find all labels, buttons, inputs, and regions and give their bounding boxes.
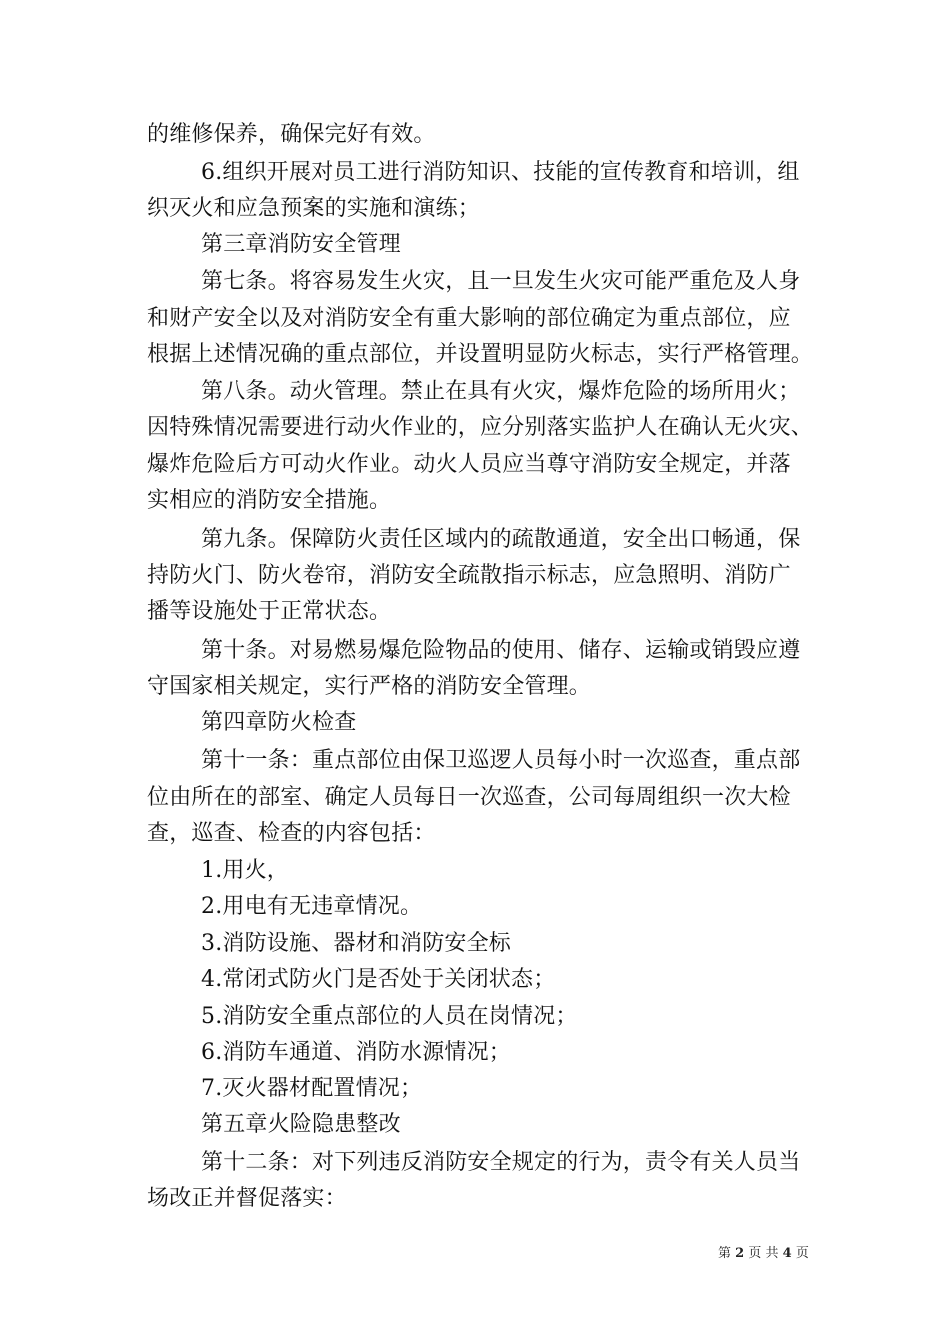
text-line: 守国家相关规定，实行严格的消防安全管理。 <box>147 674 592 699</box>
list-item: 5.消防安全重点部位的人员在岗情况； <box>201 1004 578 1029</box>
footer-mid: 页 共 <box>748 1246 779 1261</box>
text-line: 第八条。动火管理。禁止在具有火灾，爆炸危险的场所用火； <box>201 379 801 404</box>
text-line: 第九条。保障防火责任区域内的疏散通道，安全出口畅通，保 <box>201 527 801 552</box>
text-line: 爆炸危险后方可动火作业。动火人员应当尊守消防安全规定，并落 <box>147 452 791 477</box>
text-line: 播等设施处于正常状态。 <box>147 599 392 624</box>
list-item: 3.消防设施、器材和消防安全标 <box>201 931 511 956</box>
page-footer <box>718 1245 809 1263</box>
chapter-heading: 第四章防火检查 <box>201 710 357 735</box>
text-line: 第七条。将容易发生火灾，且一旦发生火灾可能严重危及人身 <box>201 269 801 294</box>
text-line: 实相应的消防安全措施。 <box>147 488 392 513</box>
chapter-heading: 第五章火险隐患整改 <box>201 1112 401 1137</box>
text-line: 查，巡查、检查的内容包括： <box>147 821 436 846</box>
text-line: 和财产安全以及对消防安全有重大影响的部位确定为重点部位，应 <box>147 306 791 331</box>
text-line: 6.组织开展对员工进行消防知识、技能的宣传教育和培训，组 <box>201 160 800 185</box>
list-item: 1.用火， <box>201 858 289 883</box>
text-line: 的维修保养，确保完好有效。 <box>147 122 436 147</box>
footer-suffix: 页 <box>795 1246 809 1261</box>
text-line: 织灭火和应急预案的实施和演练； <box>147 196 481 221</box>
text-line: 持防火门、防火卷帘，消防安全疏散指示标志，应急照明、消防广 <box>147 563 791 588</box>
list-item: 6.消防车通道、消防水源情况； <box>201 1040 511 1065</box>
footer-prefix: 第 <box>718 1246 732 1261</box>
text-line: 位由所在的部室、确定人员每日一次巡查，公司每周组织一次大检 <box>147 785 791 810</box>
text-line: 场改正并督促落实： <box>147 1186 347 1211</box>
list-item: 4.常闭式防火门是否处于关闭状态； <box>201 967 556 992</box>
text-line: 因特殊情况需要进行动火作业的，应分别落实监护人在确认无火灾、 <box>147 415 814 440</box>
list-item: 2.用电有无违章情况。 <box>201 894 423 919</box>
current-page-number: 2 <box>735 1246 745 1261</box>
total-page-number: 4 <box>782 1246 792 1261</box>
list-item: 7.灭火器材配置情况； <box>201 1076 423 1101</box>
chapter-heading: 第三章消防安全管理 <box>201 232 401 257</box>
text-line: 根据上述情况确的重点部位，并设置明显防火标志，实行严格管理。 <box>147 342 814 367</box>
text-line: 第十二条：对下列违反消防安全规定的行为，责令有关人员当 <box>201 1150 801 1175</box>
text-line: 第十一条：重点部位由保卫巡逻人员每小时一次巡查，重点部 <box>201 748 801 773</box>
text-line: 第十条。对易燃易爆危险物品的使用、储存、运输或销毁应遵 <box>201 638 801 663</box>
